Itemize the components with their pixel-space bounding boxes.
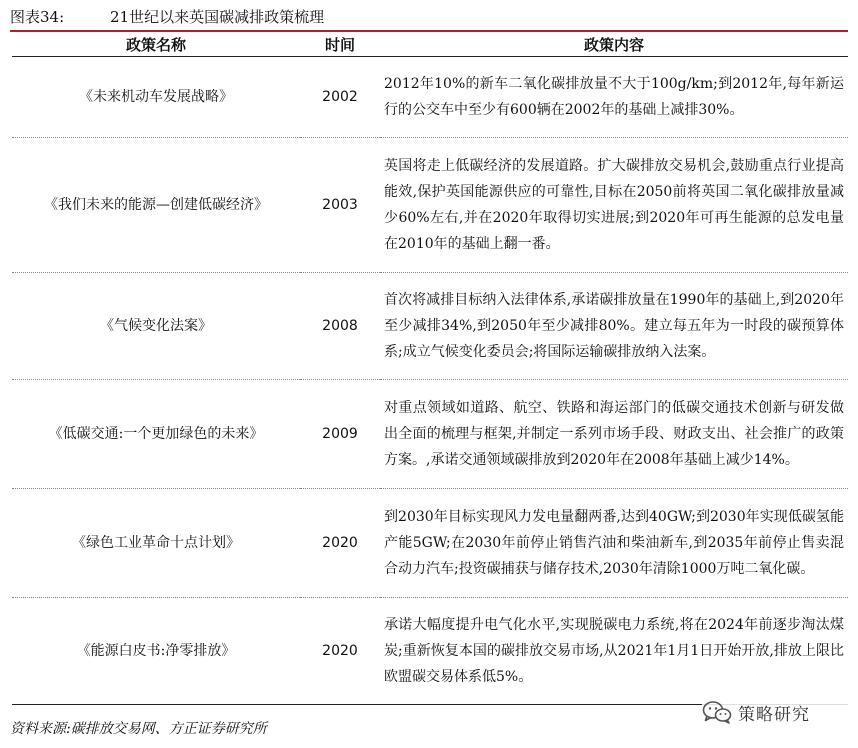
policy-name-cell: 《气候变化法案》 — [12, 273, 300, 380]
table-row — [12, 489, 848, 598]
wechat-icon — [702, 700, 732, 724]
policy-year-cell: 2008 — [300, 273, 380, 380]
column-header-policy-content: 政策内容 — [380, 32, 848, 57]
policy-year-cell: 2009 — [300, 380, 380, 489]
policy-content-cell: 到2030年目标实现风力发电量翻两番,达到40GW;到2030年实现低碳氢能产能5GW;在2030年前停止销售汽油和柴油新车,到2035年前停止售卖混合动力汽车;投资碳捕获与储存技术,2030年清除1000万吨二氧化碳。 — [380, 489, 848, 598]
column-header-year: 时间 — [300, 32, 380, 57]
table-header-row — [12, 32, 848, 57]
table-row — [12, 380, 848, 489]
policy-table — [12, 32, 848, 705]
policy-name-cell: 《低碳交通:一个更加绿色的未来》 — [12, 380, 300, 489]
policy-year-cell: 2020 — [300, 489, 380, 598]
policy-content-cell: 对重点领域如道路、航空、铁路和海运部门的低碳交通技术创新与研发做出全面的梳理与框架,并制定一系列市场手段、财政支出、社会推广的政策方案。,承诺交通领域碳排放到2020年在2008年基础上减少14%。 — [380, 380, 848, 489]
table-row — [12, 138, 848, 273]
policy-name-cell: 《能源白皮书:净零排放》 — [12, 598, 300, 705]
policy-content-cell: 承诺大幅度提升电气化水平,实现脱碳电力系统,将在2024年前逐步淘汰煤炭;重新恢复本国的碳排放交易市场,从2021年1月1日开始开放,排放上限比欧盟碳交易体系低5%。 — [380, 598, 848, 705]
figure-title — [10, 6, 850, 28]
table-row — [12, 57, 848, 138]
policy-year-cell: 2020 — [300, 598, 380, 705]
policy-name-cell: 《我们未来的能源—创建低碳经济》 — [12, 138, 300, 273]
policy-content-cell: 首次将减排目标纳入法律体系,承诺碳排放量在1990年的基础上,到2020年至少减排34%,到2050年至少减排80%。建立每五年为一时段的碳预算体系;成立气候变化委员会;将国际运输碳排放纳入法案。 — [380, 273, 848, 380]
table-row — [12, 598, 848, 705]
policy-content-cell: 2012年10%的新车二氧化碳排放量不大于100g/km;到2012年,每年新运行的公交车中至少有600辆在2002年的基础上减排30%。 — [380, 57, 848, 138]
figure-caption: 21世纪以来英国碳减排政策梳理 — [110, 8, 325, 26]
source-note: 资料来源:碳排放交易网、方正证券研究所 — [10, 721, 267, 737]
watermark-text: 策略研究 — [738, 704, 810, 725]
policy-year-cell: 2002 — [300, 57, 380, 138]
watermark — [702, 697, 852, 727]
policy-content-cell: 英国将走上低碳经济的发展道路。扩大碳排放交易机会,鼓励重点行业提高能效,保护英国能源供应的可靠性,目标在2050前将英国二氧化碳排放量减少60%左右,并在2020年取得切实进展;到2020年可再生能源的总发电量在2010年的基础上翻一番。 — [380, 138, 848, 273]
policy-year-cell: 2003 — [300, 138, 380, 273]
table-row — [12, 273, 848, 380]
column-header-policy-name: 政策名称 — [12, 32, 300, 57]
figure-label: 图表34: — [10, 8, 65, 26]
policy-name-cell: 《绿色工业革命十点计划》 — [12, 489, 300, 598]
policy-name-cell: 《未来机动车发展战略》 — [12, 57, 300, 138]
